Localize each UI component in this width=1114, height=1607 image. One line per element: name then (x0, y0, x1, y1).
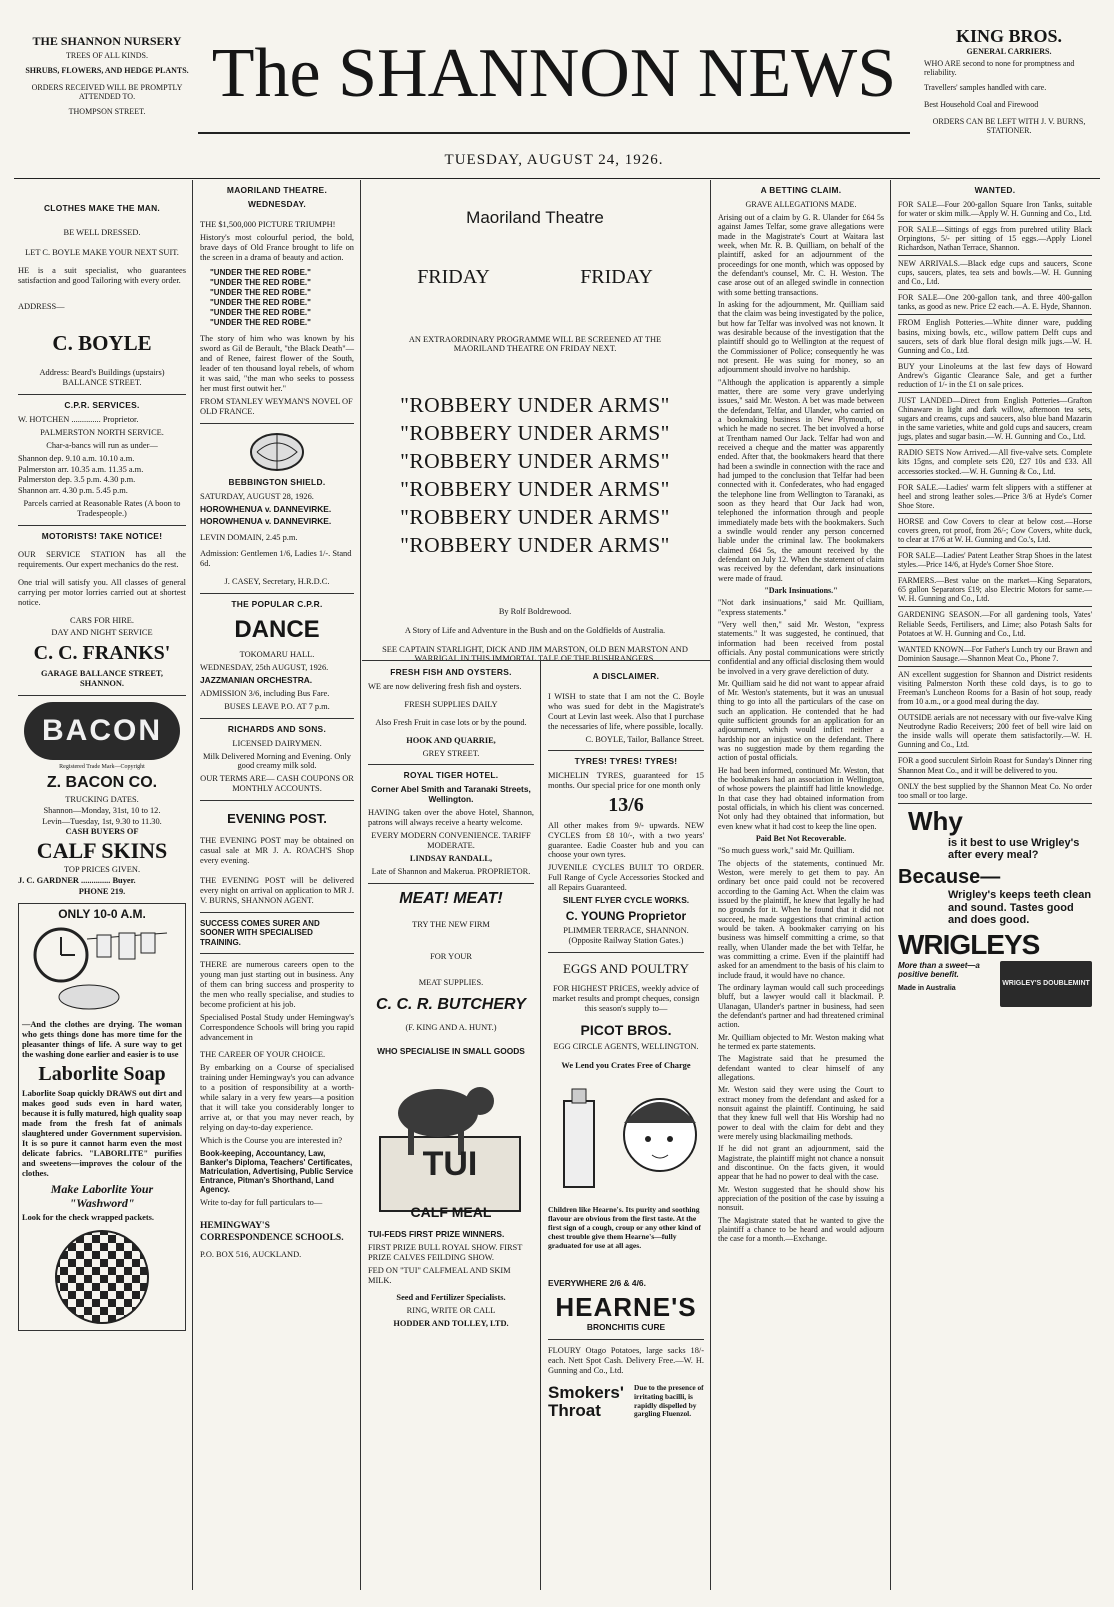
text: We Lend you Crates Free of Charge (561, 1061, 691, 1071)
because-heading: Because— (898, 865, 1001, 888)
classified-ad: FROM English Potteries.—White dinner ware, pudding basins, mixing bowls, etc., willow pattern Delft cups and saucers, sets of dark blue floral design milk jugs.—W. H. Gunning and Co., Ltd. (898, 318, 1092, 355)
text: Which is the Course you are interested in? (200, 1135, 343, 1145)
laborlite-logo: Laborlite Soap (38, 1062, 166, 1085)
classified-ad: FOR SALE—One 200-gallon tank, and three 400-gallon tanks, as good as new. Price £2 each.—A. E. Hyde, Shannon. (898, 293, 1092, 312)
text: The Magistrate said that he presumed the defendant wanted to clear himself of any allegations. (718, 1054, 884, 1082)
text: FLOURY Otago Potatoes, large sacks 18/- each. Nett Spot Cash. Delivery Free.—W. H. Gunning and Co., Ltd. (548, 1345, 704, 1375)
text: Address: Beard's Buildings (upstairs) BALLANCE STREET. (39, 368, 165, 388)
calf-icon (368, 1067, 534, 1227)
column-rule (360, 180, 361, 1590)
calf-skins: CALF SKINS (36, 838, 168, 864)
text: TOKOMARU HALL. (239, 650, 315, 660)
divider (898, 803, 1092, 804)
heading: SUCCESS COMES SURER AND SOONER WITH SPECIALISED TRAINING. (200, 918, 320, 947)
text: "UNDER THE RED ROBE." (210, 288, 311, 298)
clock-icon (27, 923, 177, 1015)
picot-name: PICOT BROS. (580, 1022, 672, 1039)
text: Late of Shannon and Makerua. PROPRIETOR. (371, 866, 531, 876)
robbery-title: "ROBBERY UNDER ARMS" (400, 449, 670, 473)
text: "UNDER THE RED ROBE." (210, 278, 311, 288)
text: "Not dark insinuations," said Mr. Quilliam, "express statements." (718, 598, 884, 617)
text: ADDRESS— (18, 301, 65, 311)
subheading: "Dark Insinuations." (764, 585, 838, 595)
young-name: C. YOUNG Proprietor (565, 909, 687, 923)
svg-text:TUI: TUI (422, 1144, 478, 1183)
text: WE are now delivering fresh fish and oysters. (368, 681, 522, 691)
text: EVERYWHERE 2/6 & 4/6. (548, 1278, 646, 1289)
text: P.O. BOX 516, AUCKLAND. (200, 1249, 302, 1259)
check-wrapper-icon (52, 1227, 152, 1327)
text: "UNDER THE RED ROBE." (210, 298, 311, 308)
text: Mr. Weston said they were using the Court to extract money from the defendant and asked for a nonsuit against the plaintiff. Continuing, he said that they knew full well that His Worship had no power to deal with the claim for debt and they were merely using blackmailing methods. (718, 1085, 884, 1141)
heading: BEBBINGTON SHIELD. (228, 476, 326, 487)
wrigleys-logo: WRIGLEYS (898, 928, 1040, 960)
divider (898, 547, 1092, 548)
text: Made in Australia (898, 985, 956, 993)
text: HOROWHENUA v. DANNEVIRKE. (200, 516, 332, 527)
divider (898, 606, 1092, 607)
divider (200, 800, 354, 801)
franks-name: C. C. FRANKS' (33, 642, 171, 665)
text: WHO SPECIALISE IN SMALL GOODS (377, 1045, 525, 1056)
text: PHONE 219. (78, 887, 126, 897)
boyle-name: C. BOYLE (52, 331, 152, 356)
king-bros-sub: GENERAL CARRIERS. (966, 47, 1052, 56)
column-5 (712, 182, 890, 1247)
text: THE EVENING POST may be obtained on casual sale at MR J. A. ROACH'S Shop every evening. (200, 836, 354, 866)
divider (200, 593, 354, 594)
column-rule (890, 180, 891, 1590)
robbery-title: "ROBBERY UNDER ARMS" (400, 533, 670, 557)
text: HODDER AND TOLLEY, LTD. (393, 1319, 509, 1329)
heading: MAORILAND THEATRE. (226, 185, 328, 195)
divider (898, 778, 1092, 779)
heading: GRAVE ALLEGATIONS MADE. (745, 199, 857, 209)
meat-heading: MEAT! MEAT! (399, 889, 503, 907)
column-3 (362, 664, 540, 1332)
text: "UNDER THE RED ROBE." (210, 308, 311, 318)
smokers-throat: Smokers' Throat (548, 1382, 624, 1420)
text: THE EVENING POST will be delivered every night on arrival on application to MR J. V. BURNS, SHANNON AGENT. (200, 876, 354, 905)
text: ADMISSION 3/6, including Bus Fare. (200, 688, 330, 698)
bacon-logo-text: BACON (42, 714, 162, 748)
classified-ad: FOR a good succulent Sirloin Roast for Sunday's Dinner ring Shannon Meat Co., and it will be delivered to you. (898, 756, 1092, 775)
heading: WEDNESDAY. (247, 198, 307, 209)
text: SATURDAY, AUGUST 28, 1926. (200, 491, 314, 501)
divider (898, 709, 1092, 710)
classified-ad: WANTED KNOWN—For Father's Lunch try our Brawn and Dominion Sausage.—Shannon Meat Co., Phone 7. (898, 644, 1092, 663)
issue-date: TUESDAY, AUGUST 24, 1926. (444, 152, 664, 168)
text: "So much guess work," said Mr. Quilliam. (718, 846, 855, 856)
text: Palmerston dep. 3.5 p.m. 4.30 p.m. (18, 475, 136, 485)
text: HAVING taken over the above Hotel, Shannon, patrons will always receive a hearty welcome. (368, 808, 534, 828)
king-bros-title: KING BROS. (955, 26, 1063, 46)
divider (898, 358, 1092, 359)
column-rule (540, 660, 541, 1590)
divider (368, 764, 534, 765)
text: BRONCHITIS CURE (586, 1321, 666, 1332)
divider (898, 752, 1092, 753)
text: A Story of Life and Adventure in the Bush and on the Goldfields of Australia. (404, 626, 666, 635)
classified-ad: RADIO SETS Now Arrived.—All five-valve sets. Complete kits 15gns, and complete sets £20, £27 10s and £33. All accessories stocked.—W. H. Gunning & Co., Ltd. (898, 448, 1092, 476)
text: WEDNESDAY, 25th AUGUST, 1926. (200, 663, 329, 673)
text: MEAT SUPPLIES. (418, 978, 484, 988)
text: Specialised Postal Study under Hemingway's Correspondence Schools will bring you rapid advancement in (200, 1012, 354, 1042)
text: FIRST PRIZE BULL ROYAL SHOW. FIRST PRIZE CALVES FEILDING SHOW. (368, 1242, 523, 1262)
king-bros-line: ORDERS CAN BE LEFT WITH J. V. BURNS, STATIONER. (932, 117, 1086, 135)
divider (18, 394, 186, 395)
subheading: Paid Bet Not Recoverable. (755, 834, 847, 844)
fluenzol-ad (548, 1384, 704, 1420)
text: PALMERSTON NORTH SERVICE. (40, 427, 164, 437)
divider (200, 718, 354, 719)
clock-caption: ONLY 10-0 A.M. (58, 906, 146, 921)
heading: A DISCLAIMER. (592, 671, 660, 681)
classified-ad: HORSE and Cow Covers to clear at below cost.—Horse covers green, rot proof, from 26/-; Cow Covers, white duck, to clear at 17/6 at W. H. Gunning and Co.'s, Ltd. (898, 516, 1092, 544)
bacon-pig-logo (24, 702, 180, 760)
text: J. CASEY, Secretary, H.R.D.C. (224, 577, 330, 587)
text: HE is a suit specialist, who guarantees satisfaction and good Tailoring with every order. (18, 265, 186, 285)
text: Shannon arr. 4.30 p.m. 5.45 p.m. (18, 486, 128, 496)
text: LICENSED DAIRYMEN. (232, 738, 322, 748)
text: TOP PRICES GIVEN. (63, 865, 141, 875)
text: Children like Hearne's. Its purity and soothing flavour are obvious from the first taste. At the first sign of a cough, croup or any other kind of chest trouble give them Hearne's—fully graduated for use at all ages. (548, 1205, 701, 1251)
text: CASH BUYERS OF (65, 827, 139, 837)
text: Wrigley's keeps teeth clean and sound. Tastes good and does good. (948, 888, 1092, 927)
heading: FRESH FISH AND OYSTERS. (390, 667, 512, 677)
evening-post-title: EVENING POST. (227, 811, 327, 827)
column-4 (542, 664, 710, 1420)
text: Arising out of a claim by G. R. Ulander for £64 5s against James Telfar, some grave allegations were made in the Magistrate's Court at Waitara last week, when Mr. R. B. Quilliam, on behalf of the plaintiff, asked for an adjournment of the proceedings for one month, which was opposed by the defendant's counsel, Mr. C. H. Weston. The case arose out of an alleged swindle in connection with some betting transactions. (718, 213, 884, 297)
text: OUR TERMS ARE— CASH COUPONS OR MONTHLY ACCOUNTS. (200, 774, 354, 794)
text: GARAGE BALLANCE STREET, SHANNON. (40, 668, 163, 688)
bacon-co: Z. BACON CO. (46, 773, 158, 791)
text: OUR SERVICE STATION has all the requirements. Our expert mechanics do the rest. (18, 549, 186, 569)
text: LINDSAY RANDALL, (409, 853, 493, 863)
text: HOROWHENUA v. DANNEVIRKE. (200, 503, 332, 514)
text: FOR HIGHEST PRICES, weekly advice of market results and prompt cheques, consign this season's supply to— (552, 984, 700, 1014)
text: TRY THE NEW FIRM (412, 920, 490, 930)
text: In asking for the adjournment, Mr. Quilliam said that the claim was being investigated by the police, but how far Telfar was involved was not known. It was desirable because of the investigation that the plaintiff should go to Wellington at the request of the Commissioner of Police; consequently he was not present. He was suing for money, so an adjournment should involve no hardship. (718, 300, 884, 375)
tyre-price: 13/6 (608, 794, 644, 817)
theatre-name: Maoriland Theatre (466, 208, 604, 227)
text: Admission: Gentlemen 1/6, Ladies 1/-. Stand 6d. (200, 549, 352, 569)
text: (F. KING AND A. HUNT.) (405, 1023, 497, 1033)
text: FED ON "TUI" CALFMEAL AND SKIM MILK. (368, 1265, 511, 1285)
king-bros-line: WHO ARE second to none for promptness and reliability. (924, 59, 1075, 77)
text: THE $1,500,000 PICTURE TRIUMPH! (200, 219, 336, 229)
heading: A BETTING CLAIM. (760, 185, 842, 195)
doublemint-pack (1000, 961, 1092, 1007)
text: LEVIN DOMAIN, 2.45 p.m. (200, 533, 298, 543)
divider (898, 392, 1092, 393)
text: Char-a-bancs will run as under— (46, 440, 158, 450)
classified-ad: GARDENING SEASON.—For all gardening tools, Yates' Reliable Seeds, Fertilisers, and Lime; also Potash Salts for Potatoes at W. H. Gunning and Co., Ltd. (898, 610, 1092, 638)
text: I WISH to state that I am not the C. Boyle who was sued for debt in the Magistrate's Court at Levin last week. Also that I purchase the necessaries of life, where possible, locally. (548, 691, 704, 731)
text: Book-keeping, Accountancy, Law, Banker's Diploma, Teachers' Certificates, Matriculation, Advertising, Public Service Entrance, Pitman's Shorthand, Land Agency. (200, 1148, 354, 1195)
section-rule (362, 660, 710, 661)
divider (898, 255, 1092, 256)
heading: CLOTHES MAKE THE MAN. (43, 203, 161, 213)
classified-ad: OUTSIDE aerials are not necessary with our five-valve King Neutrodyne Radio Receivers; 200 feet of bell wire laid on the inside walls will operate them satisfactorily.—W. H. Gunning and Co., Ltd. (898, 713, 1092, 750)
text: Parcels carried at Reasonable Rates (A boon to Tradespeople.) (23, 499, 181, 519)
classified-ad: FARMERS.—Best value on the market—King Separators, 65 gallon Separators £19; also Electric Motors for same.—W. H. Gunning and Co., Ltd. (898, 576, 1092, 604)
text: All other makes from 9/- upwards. NEW CYCLES from £8 10/-, with a two years' guarantee. Eadie Coaster hub and you can choose your own tyres. (548, 820, 704, 860)
text: Mr. Weston suggested that he should show his appreciation of the position of the case by issuing a nonsuit. (718, 1184, 884, 1213)
text: Shannon—Monday, 31st, 10 to 12. (43, 805, 161, 815)
text: Registered Trade Mark—Copyright (59, 763, 145, 770)
text: J. C. GARDNER .............. Buyer. (18, 876, 136, 886)
butchery-name: C. C. R. BUTCHERY (376, 996, 526, 1014)
text: Due to the presence of irritating bacilli, is rapidly dispelled by gargling Fluenzol. (634, 1383, 704, 1419)
heading: ROYAL TIGER HOTEL. (403, 770, 499, 781)
divider (898, 221, 1092, 222)
column-1 (12, 182, 192, 1331)
text: PLIMMER TERRACE, SHANNON. (Opposite Railway Station Gates.) (563, 926, 689, 946)
text: is it best to use Wrigley's after every meal? (948, 836, 1080, 862)
text: One trial will satisfy you. All classes of general carrying per motor lorries carried out at shortest notice. (18, 577, 186, 607)
nursery-line: SHRUBS, FLOWERS, AND HEDGE PLANTS. (25, 66, 189, 75)
classified-ad: ONLY the best supplied by the Shannon Meat Co. No order too small or too large. (898, 781, 1092, 800)
text: Milk Delivered Morning and Evening. Only good creamy milk sold. (203, 751, 351, 771)
classified-ad: JUST LANDED—Direct from English Potteries—Grafton Chinaware in light and dark willow, afternoon tea sets, sugars and creams, cups and saucers, also blue band Mazarin in the same varieties, white and gold cups and saucers, cream jugs, plates and sugar basin.—W. H. Gunning and Co., Ltd. (898, 395, 1092, 442)
king-bros-ad (924, 26, 1094, 135)
text: Seed and Fertilizer Specialists. (396, 1293, 506, 1303)
text: Look for the check wrapped packets. (22, 1212, 154, 1222)
text: W. HOTCHEN .............. Proprietor. (18, 414, 139, 424)
heading: RICHARDS AND SONS. (227, 723, 327, 734)
divider (200, 953, 354, 954)
column-rule (192, 180, 193, 1590)
column-6 (892, 182, 1098, 1007)
calf-meal-label: CALF MEAL (410, 1204, 492, 1221)
why-heading: Why (908, 805, 963, 836)
divider (548, 750, 704, 751)
classified-ad: FOR SALE—Four 200-gallon Square Iron Tanks, suitable for water or skim milk.—Apply W. H. Gunning and Co., Ltd. (898, 199, 1092, 218)
child-with-bottle-icon (548, 1081, 708, 1201)
text: AN EXTRAORDINARY PROGRAMME WILL BE SCREENED AT THE MAORILAND THEATRE ON FRIDAY NEXT. (408, 335, 662, 353)
text: DAY AND NIGHT SERVICE (51, 628, 153, 638)
red-robe-list (210, 268, 354, 328)
text: RING, WRITE OR CALL (406, 1306, 496, 1316)
text: Shannon dep. 9.10 a.m. 10.10 a.m. (18, 453, 135, 463)
divider (898, 572, 1092, 573)
tui-calf-meal-ad (368, 1067, 534, 1227)
text: Mr. Quilliam objected to Mr. Weston making what he termed ex parte statements. (718, 1032, 884, 1051)
text: HEMINGWAY'S CORRESPONDENCE SCHOOLS. (200, 1221, 344, 1243)
text: Mr. Quilliam said he did not want to appear afraid of Mr. Weston's statements, but it was an unusual thing to go into all the particulars of the case on such an application. He contended that he had quite sufficient grounds for an application for an adjournment, which would inflict neither a hardship nor an injustice on the defendant. There was no suggestion made by them regarding the action of postal officials. (718, 678, 884, 763)
text: FROM STANLEY WEYMAN'S NOVEL OF OLD FRANCE. (200, 396, 353, 416)
text: Make Laborlite Your "Washword" (50, 1181, 154, 1210)
text: Corner Abel Smith and Taranaki Streets, Wellington. (371, 784, 531, 805)
text: SILENT FLYER CYCLE WORKS. (562, 895, 690, 906)
robbery-under-arms-ad (362, 188, 708, 663)
masthead-bottom-rule (14, 178, 1100, 179)
robbery-title: "ROBBERY UNDER ARMS" (400, 393, 670, 417)
nursery-line: THOMPSON STREET. (68, 107, 146, 116)
text: MICHELIN TYRES, guaranteed for 15 months. Our special price for one month only (548, 771, 704, 791)
classified-ad: BUY your Linoleums at the last few days of Howard Andrew's Gigantic Clearance Sale, and get a further reduction of 1/- in the £1 on sale prices. (898, 361, 1092, 389)
wrigleys-ad (898, 807, 1092, 1007)
robbery-title: "ROBBERY UNDER ARMS" (400, 421, 670, 445)
doublemint-label: WRIGLEY'S DOUBLEMINT (1002, 980, 1090, 988)
heading: TYRES! TYRES! TYRES! (574, 756, 678, 767)
robbery-title-block (372, 391, 698, 559)
football-icon (247, 430, 307, 474)
king-bros-line: Best Household Coal and Firewood (924, 100, 1039, 109)
divider (898, 314, 1092, 315)
text: BE WELL DRESSED. (63, 227, 141, 237)
masthead-title: The SHANNON NEWS (211, 35, 897, 112)
heading: WANTED. (974, 185, 1016, 195)
divider (200, 423, 354, 424)
text: SEE CAPTAIN STARLIGHT, DICK AND JIM MARSTON, OLD BEN MARSTON AND WARRIGAL IN THIS IMMORTAL TALE OF THE BUSHRANGERS. (382, 645, 688, 663)
text: —And the clothes are drying. The woman who gets things done has more time for the pleasanter things of life. A sure way to get the washing done earlier and easier is to use (22, 1020, 182, 1059)
classified-ad: AN excellent suggestion for Shannon and District residents visiting Palmerston North these cold days, is to go to Freeman's Luncheon Rooms for a Basin of hot soup, ready from 10 a.m., or a good meal during the day. (898, 669, 1092, 707)
masthead-rule (198, 132, 910, 134)
robbery-title: "ROBBERY UNDER ARMS" (400, 505, 670, 529)
divider (898, 641, 1092, 642)
heading: MOTORISTS! TAKE NOTICE! (41, 531, 163, 542)
text: FOR YOUR (430, 952, 472, 962)
text: TUI-FEDS FIRST PRIZE WINNERS. (368, 1228, 505, 1239)
text: JAZZMANIAN ORCHESTRA. (200, 674, 313, 685)
divider (898, 513, 1092, 514)
divider (548, 1339, 704, 1340)
friday-text: FRIDAY (417, 266, 490, 288)
nursery-line: TREES OF ALL KINDS. (66, 51, 148, 60)
text: CARS FOR HIRE. (70, 615, 134, 625)
text: LET C. BOYLE MAKE YOUR NEXT SUIT. (25, 247, 179, 257)
friday-text: FRIDAY (580, 266, 653, 288)
text: Laborlite Soap quickly DRAWS out dirt and makes good suds even in hard water, because it is fully matured, high quality soap made from the fresh fat of animals slaughtered under Government supervision. It is so pure it cannot harm even the most delicate fabrics. "LABORLITE" purifies and sweetens—improves the colour of the clothes. (22, 1089, 182, 1178)
divider (898, 666, 1092, 667)
text: TRUCKING DATES. (65, 794, 139, 804)
divider (898, 289, 1092, 290)
column-2 (194, 182, 360, 1263)
heading: THE POPULAR C.P.R. (231, 598, 323, 609)
eggs-heading: EGGS AND POULTRY (563, 960, 689, 976)
nursery-title: THE SHANNON NURSERY (32, 34, 182, 48)
text: "Very well then," said Mr. Weston, "express statements." It was suggested, he continued, that information had been received from postal officials. Any postal communications were strictly confidential and any official disclosing them would be involved in a very grave dereliction of duty. (718, 619, 884, 676)
text: HOOK AND QUARRIE, (406, 735, 496, 745)
hearnes-ad (548, 1081, 704, 1271)
nursery-ad (22, 34, 192, 116)
text: The ordinary layman would call such proceedings bluff, but a lawyer would call it blackmail. P. Ulanagan, Ulander's partner in business, had seen the defendant's partner and had threatened criminal action. (718, 983, 884, 1030)
text: THE CAREER OF YOUR CHOICE. (200, 1050, 326, 1060)
robbery-title: "ROBBERY UNDER ARMS" (400, 477, 670, 501)
hearnes-logo: HEARNE'S (555, 1292, 697, 1323)
text: If he did not grant an adjournment, said the Magistrate, the plaintiff might not chance a nonsuit and discontinue. On the facts given, it would appear that he had no power to deal with the case. (718, 1144, 884, 1182)
text: The objects of the statements, continued Mr. Weston, were merely to get them to pay. An ordinary bet once paid could not be recovered according to the Gaming Act. When the claim was issued by the plaintiff, he knew that legally he had no grounds for it. When he found that it did not succeed, he made suggestions that criminal action would be taken. A bookmaker carrying on his business was himself committing a crime, so that really, when Ulander made the bet with Telfar, he was committing a crime. Even if the plaintiff had asked for an amendment to the basis of his claim to include fraud, it would have no chance. (718, 858, 884, 980)
text: "UNDER THE RED ROBE." (210, 318, 311, 328)
king-bros-line: Travellers' samples handled with care. (924, 83, 1047, 92)
text: "UNDER THE RED ROBE." (210, 268, 311, 278)
text: Also Fresh Fruit in case lots or by the pound. (375, 717, 527, 727)
text: By embarking on a Course of specialised training under Hemingway's you can advance to a position of responsibility at a worth-while salary in a very few years—a position that it will take you considerably longer to arrive at, or that you may never reach, by relying on day-to-day experience. (200, 1063, 354, 1132)
divider (548, 952, 704, 953)
text: The Magistrate stated that he wanted to give the plaintiff a chance to be heard and would adjourn the case for a month.—Exchange. (718, 1215, 884, 1244)
laborlite-ad (18, 903, 186, 1331)
text: BUSES LEAVE P.O. AT 7 p.m. (224, 701, 330, 711)
classified-ad: FOR SALE—Sittings of eggs from purebred utility Black Orpingtons, 5/- per sitting of 15 eggs.—Apply Lionel Richardson, Nathan Terrace, Shannon. (898, 224, 1092, 252)
text: C. BOYLE, Tailor, Ballance Street. (585, 734, 704, 744)
text: THERE are numerous careers open to the young man just starting out in business. Any of them can bring success and prosperity to the men who really specialise, and studies to become proficient at his job. (200, 960, 354, 1009)
text: He had been informed, continued Mr. Weston, that the bookmakers had an association in Wellington, of whose powers the plaintiff had little knowledge. In that case they had obtained information from postal officials, in which his client was concerned. Not only had they obtained that information, but even knew what it had cost to keep the line open. (718, 765, 884, 831)
dance-title: DANCE (234, 615, 320, 643)
text: EVERY MODERN CONVENIENCE. TARIFF MODERATE. (371, 830, 531, 850)
text: More than a sweet—a positive benefit. (898, 961, 980, 980)
text: EGG CIRCLE AGENTS, WELLINGTON. (553, 1041, 699, 1051)
classified-ad: FOR SALE—Ladies' Patent Leather Strap Shoes in the latest styles.—Price 14/6, at Hyde's Corner Shoe Store. (898, 551, 1092, 570)
text: GREY STREET. (422, 748, 480, 758)
text: The story of him who was known by his sword as Gil de Berault, "the Black Death"—and of Renee, fairest flower of the South, leader of ten thousand loyal rebels, of whom it was said, "the man who seeks to possess her must first outwit her." (200, 334, 354, 393)
wrigleys-footer (898, 961, 1092, 1007)
text: "Although the application is apparently a simple matter, there are some very grave underlying issues," said Mr. Weston. A bet was made between the defendant, Telfar, and Ulander, who carried on a bookmaking business in New Plymouth, of which he made no secret. The bet involved a horse at Trentham named Our Jack. Telfar had won and received a cheque and the matter was apparently ended. After that, the bookmakers heard that there had been a swindle in connection with the race and had jumped to the conclusion that Telfar had been connected with it. Confederates, who had engaged the telephone line from Wellington to Taranaki, as soon as they heard that Our Jack had won, telephoned the information through and people immediately made bets with the bookmakers. Such a swindle would render any person concerned liable under the criminal law. The bookmakers claimed £64 5s, the amount received by the defendant on July 12. When the statement of claim was received by the defendant, dark insinuations were made of fraud. (718, 377, 884, 583)
divider (18, 525, 186, 526)
divider (200, 912, 354, 913)
text: History's most colourful period, the bold, brave days of Old France brought to life on the screen in a drama of beauty and action. (200, 232, 354, 262)
column-rule (710, 180, 711, 1590)
heading: C.P.R. SERVICES. (64, 400, 140, 411)
divider (898, 479, 1092, 480)
clock-illustration (22, 921, 182, 1017)
classified-ad: FOR SALE.—Ladies' warm felt slippers with a stiffener at heel and strong leather soles.—Price 3/6 at Hyde's Corner Shoe Store. (898, 482, 1092, 510)
text: FRESH SUPPLIES DAILY (404, 699, 498, 709)
text: Palmerston arr. 10.35 a.m. 11.35 a.m. (18, 464, 144, 474)
classified-ad: NEW ARRIVALS.—Black edge cups and saucers, Scone cups, saucers, plates, tea sets and bowls.—W. H. Gunning and Co., Ltd. (898, 259, 1092, 287)
friday-line (372, 266, 698, 289)
nursery-line: ORDERS RECEIVED WILL BE PROMPTLY ATTENDED TO. (31, 83, 183, 101)
text: By Rolf Boldrewood. (498, 607, 572, 616)
divider (18, 695, 186, 696)
text: JUVENILE CYCLES BUILT TO ORDER. Full Range of Cycle Accessories Stocked and all Repairs Guaranteed. (548, 863, 704, 893)
divider (898, 444, 1092, 445)
text: Levin—Tuesday, 1st, 9.30 to 11.30. (42, 816, 162, 826)
divider (368, 883, 534, 884)
text: Write to-day for full particulars to— (200, 1197, 323, 1207)
